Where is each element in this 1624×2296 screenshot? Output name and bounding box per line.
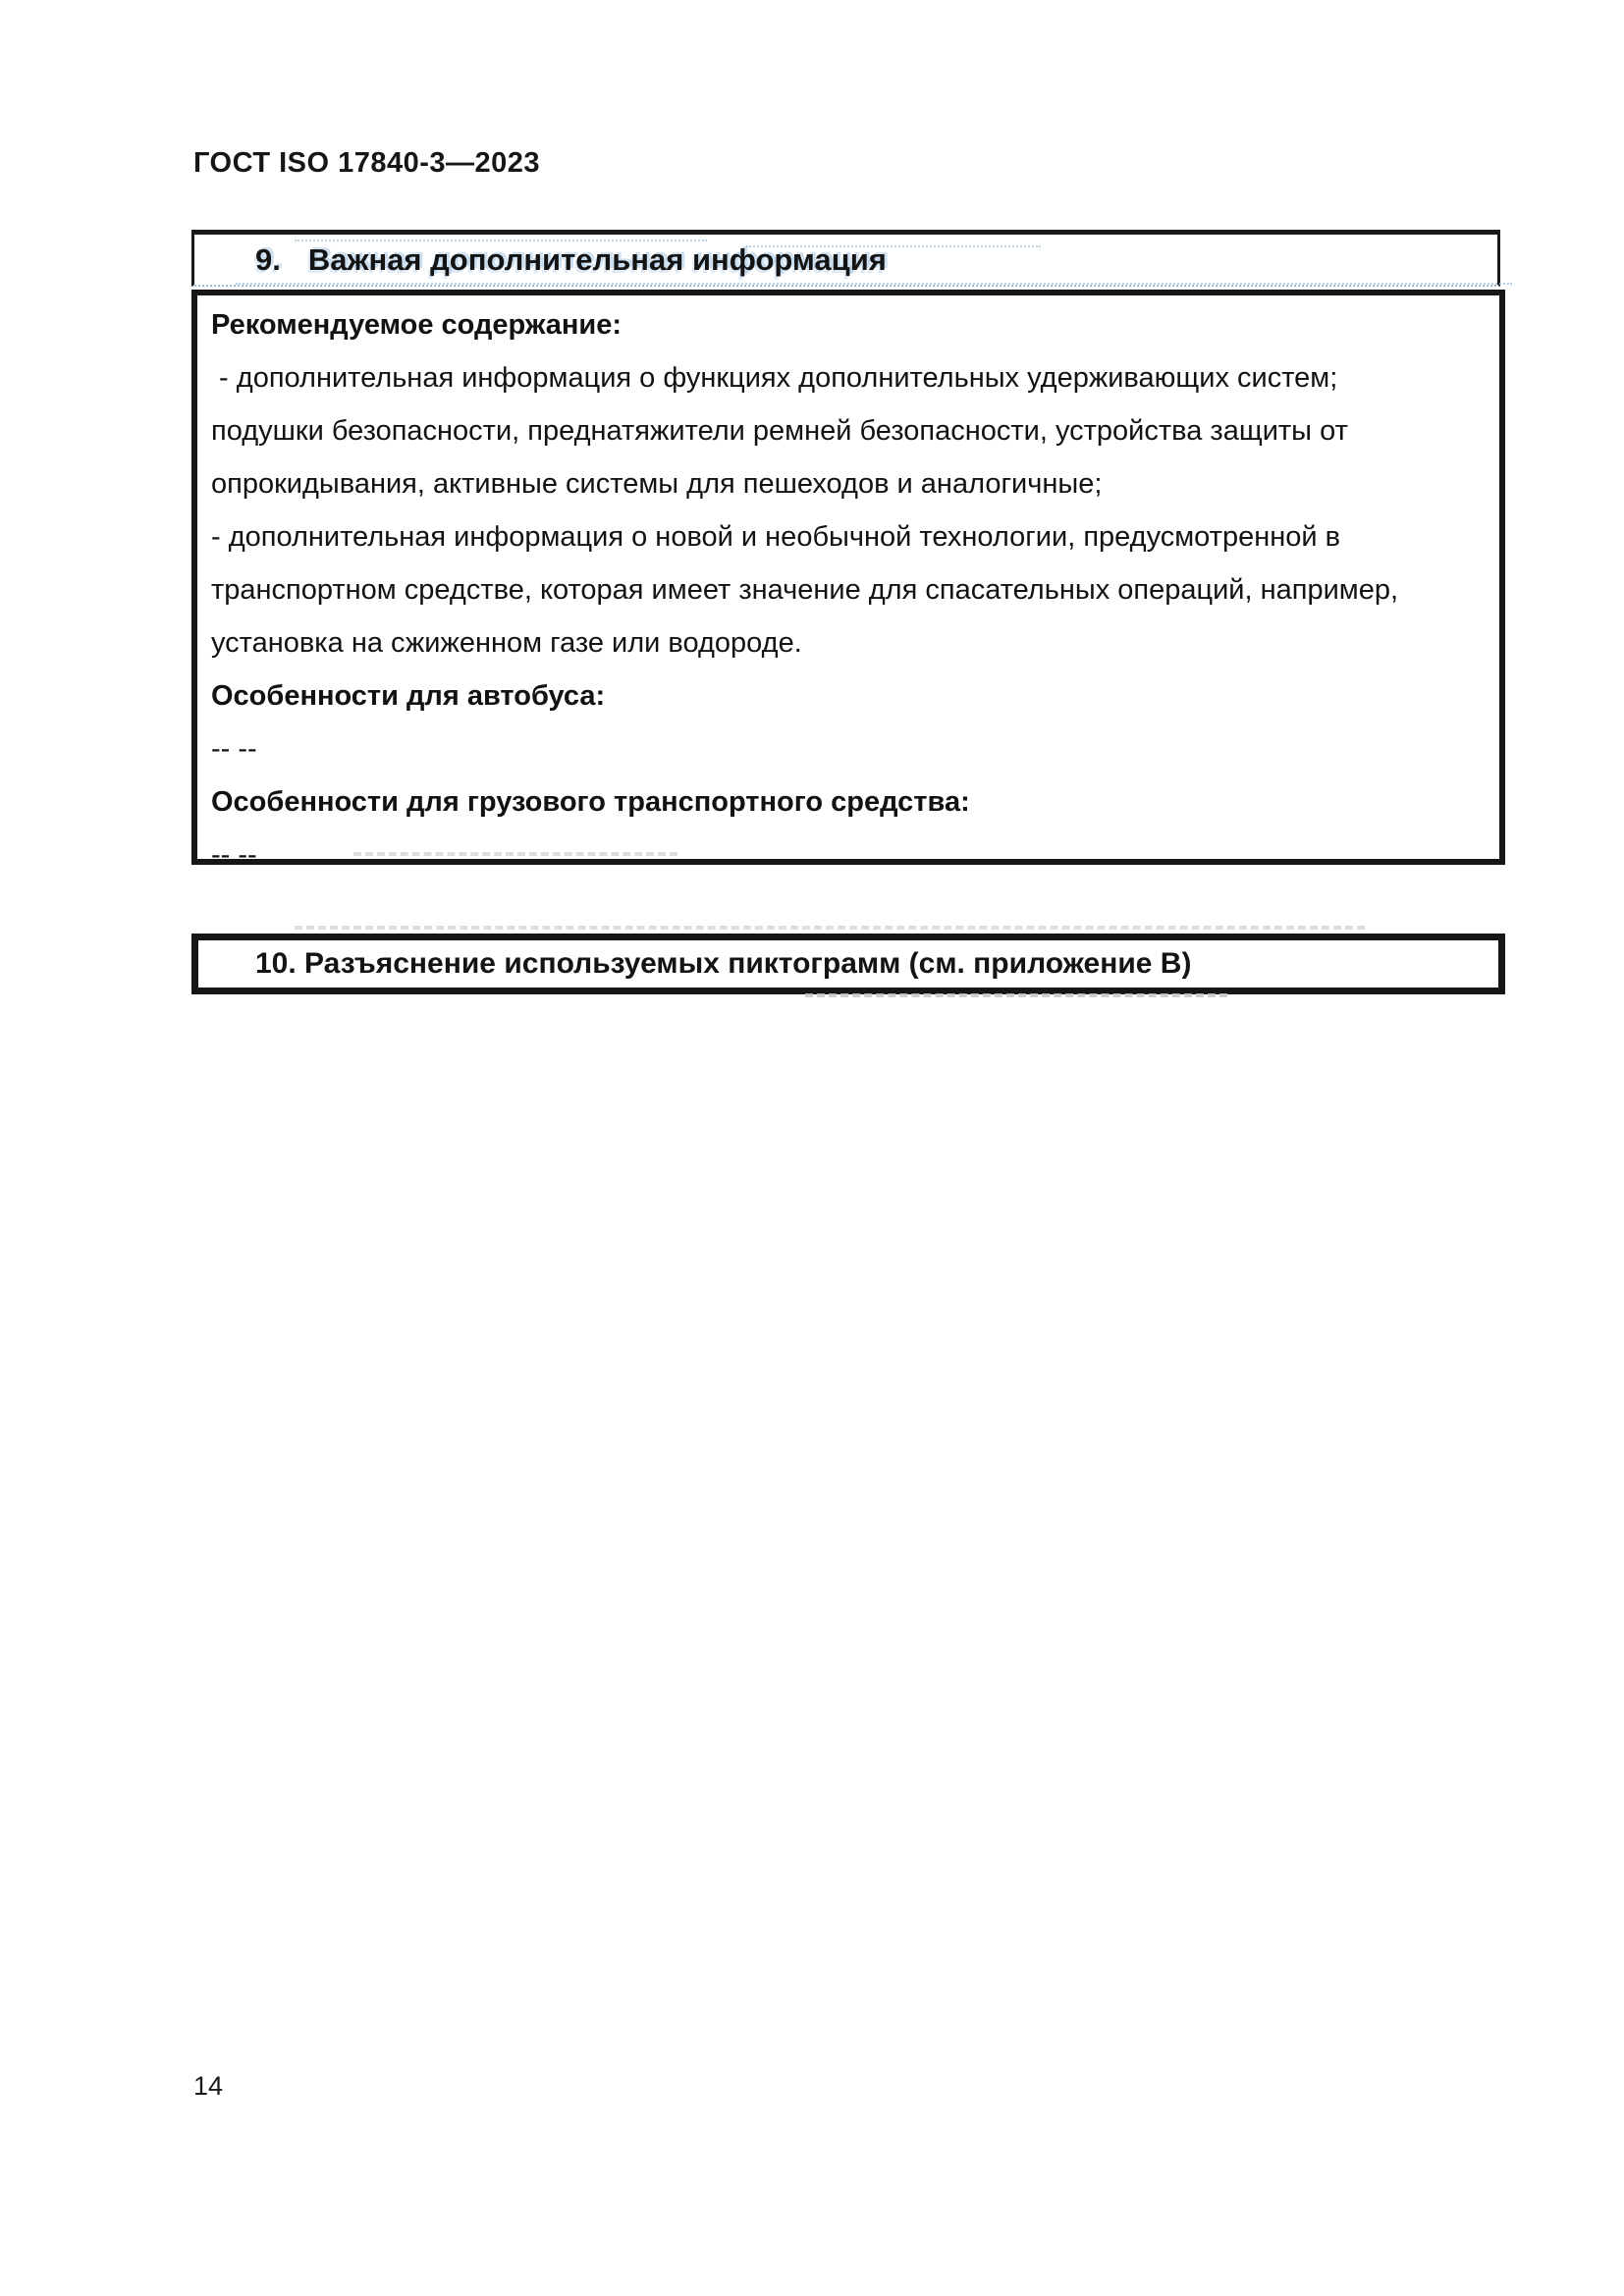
section-9-title: Важная дополнительная информация [307, 241, 887, 277]
page-number: 14 [193, 2071, 224, 2101]
content-line: подушки безопасности, преднатяжители ремней безопасности, устройства защиты от [211, 415, 1348, 447]
scan-artifact-blue [236, 283, 1512, 285]
scan-artifact-gray [295, 926, 1365, 930]
section-10-title-bar [191, 934, 1505, 994]
content-line: Особенности для грузового транспортного средства: [211, 786, 970, 818]
section-9-content-box [191, 290, 1505, 871]
content-line: транспортном средстве, которая имеет значение для спасательных операций, например, [211, 574, 1399, 606]
content-line: опрокидывания, активные системы для пешеходов и аналогичные; [211, 468, 1103, 500]
content-line: - дополнительная информация о функциях дополнительных удерживающих систем; [211, 362, 1338, 394]
content-line: -- -- [211, 839, 257, 871]
content-line: - дополнительная информация о новой и необычной технологии, предусмотренной в [211, 521, 1341, 553]
section-10-title: 10. Разъяснение используемых пиктограмм (см. приложение В) [255, 947, 1192, 980]
scan-artifact-blue [295, 240, 707, 241]
document-code-header: ГОСТ ISO 17840-3—2023 [193, 147, 541, 179]
section-9-title-bar [191, 230, 1500, 287]
content-line: установка на сжиженном газе или водороде. [211, 627, 802, 659]
scan-artifact-gray [805, 993, 1227, 997]
scan-artifact-blue [746, 245, 1041, 247]
content-line: Рекомендуемое содержание: [211, 309, 623, 341]
content-line: -- -- [211, 733, 257, 765]
scan-artifact-gray [353, 852, 677, 856]
section-9-number: 9. [255, 241, 281, 277]
content-line: Особенности для автобуса: [211, 680, 606, 712]
